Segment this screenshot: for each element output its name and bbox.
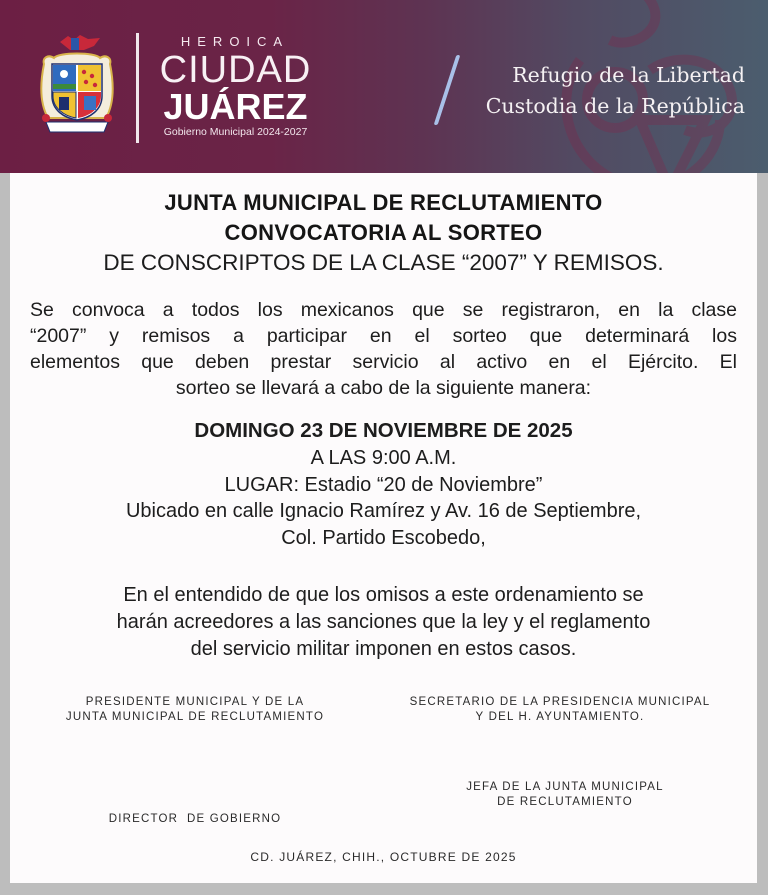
signature-block-director (20, 782, 370, 857)
logo-government-period: Gobierno Municipal 2024-2027 (163, 126, 308, 138)
event-place: LUGAR: Estadio “20 de Noviembre” (224, 473, 543, 496)
motto-line-2: Custodia de la República (485, 94, 745, 118)
notice-subtitle: DE CONSCRIPTOS DE LA CLASE “2007” Y REMISOS. (103, 250, 664, 275)
signature-title-line: DE RECLUTAMIENTO (497, 796, 633, 808)
event-address-line-1: Ubicado en calle Ignacio Ramírez y Av. 16 de Septiembre, (125, 500, 642, 522)
signature-block-president (20, 695, 370, 725)
signature-title-line: Y DEL H. AYUNTAMIENTO. (475, 711, 645, 723)
logo-divider (136, 33, 139, 143)
event-date: DOMINGO 23 DE NOVIEMBRE DE 2025 (194, 419, 573, 442)
intro-line: elementos que deben prestar servicio al activo en el Ejército. El (30, 351, 737, 373)
intro-line: “2007” y remisos a participar en el sorteo que determinará los (30, 325, 737, 347)
logo-juarez: JUÁREZ (163, 86, 308, 127)
city-coat-of-arms-icon (38, 34, 116, 140)
logo-ciudad: CIUDAD (159, 49, 312, 91)
signature-block-secretary (375, 695, 745, 725)
event-address-line-2: Col. Partido Escobedo, (281, 526, 486, 549)
city-motto (440, 60, 745, 122)
warning-line: del servicio militar imponen en estos casos. (190, 638, 577, 660)
warning-line: harán acreedores a las sanciones que la ley y el reglamento (116, 611, 651, 633)
intro-line: Se convoca a todos los mexicanos que se registraron, en la clase (30, 299, 737, 321)
warning-paragraph (30, 582, 737, 663)
signature-title-line: JEFA DE LA JUNTA MUNICIPAL (466, 781, 664, 793)
signature-title-line: JUNTA MUNICIPAL DE RECLUTAMIENTO (65, 711, 325, 723)
intro-paragraph (30, 297, 737, 401)
signature-title-line: PRESIDENTE MUNICIPAL Y DE LA (85, 696, 305, 708)
signature-block-board-head (385, 780, 745, 810)
place-and-date: CD. JUÁREZ, CHIH., OCTUBRE DE 2025 (250, 850, 517, 864)
event-time: A LAS 9:00 A.M. (310, 447, 457, 469)
motto-line-1: Refugio de la Libertad (512, 63, 745, 87)
warning-line: En el entendido de que los omisos a este ordenamiento se (123, 584, 644, 606)
notice-title-line-2: CONVOCATORIA AL SORTEO (224, 220, 543, 245)
event-details (10, 417, 757, 551)
signature-title-line: SECRETARIO DE LA PRESIDENCIA MUNICIPAL (409, 696, 711, 708)
logo-heroica: HEROICA (180, 34, 290, 49)
signature-title-line: DIRECTOR DE GOBIERNO (108, 813, 282, 825)
notice-title-line-1: JUNTA MUNICIPAL DE RECLUTAMIENTO (164, 190, 603, 215)
header-banner (0, 0, 768, 173)
intro-line: sorteo se llevará a cabo de la siguiente manera: (175, 377, 592, 399)
notice-card (10, 173, 757, 883)
